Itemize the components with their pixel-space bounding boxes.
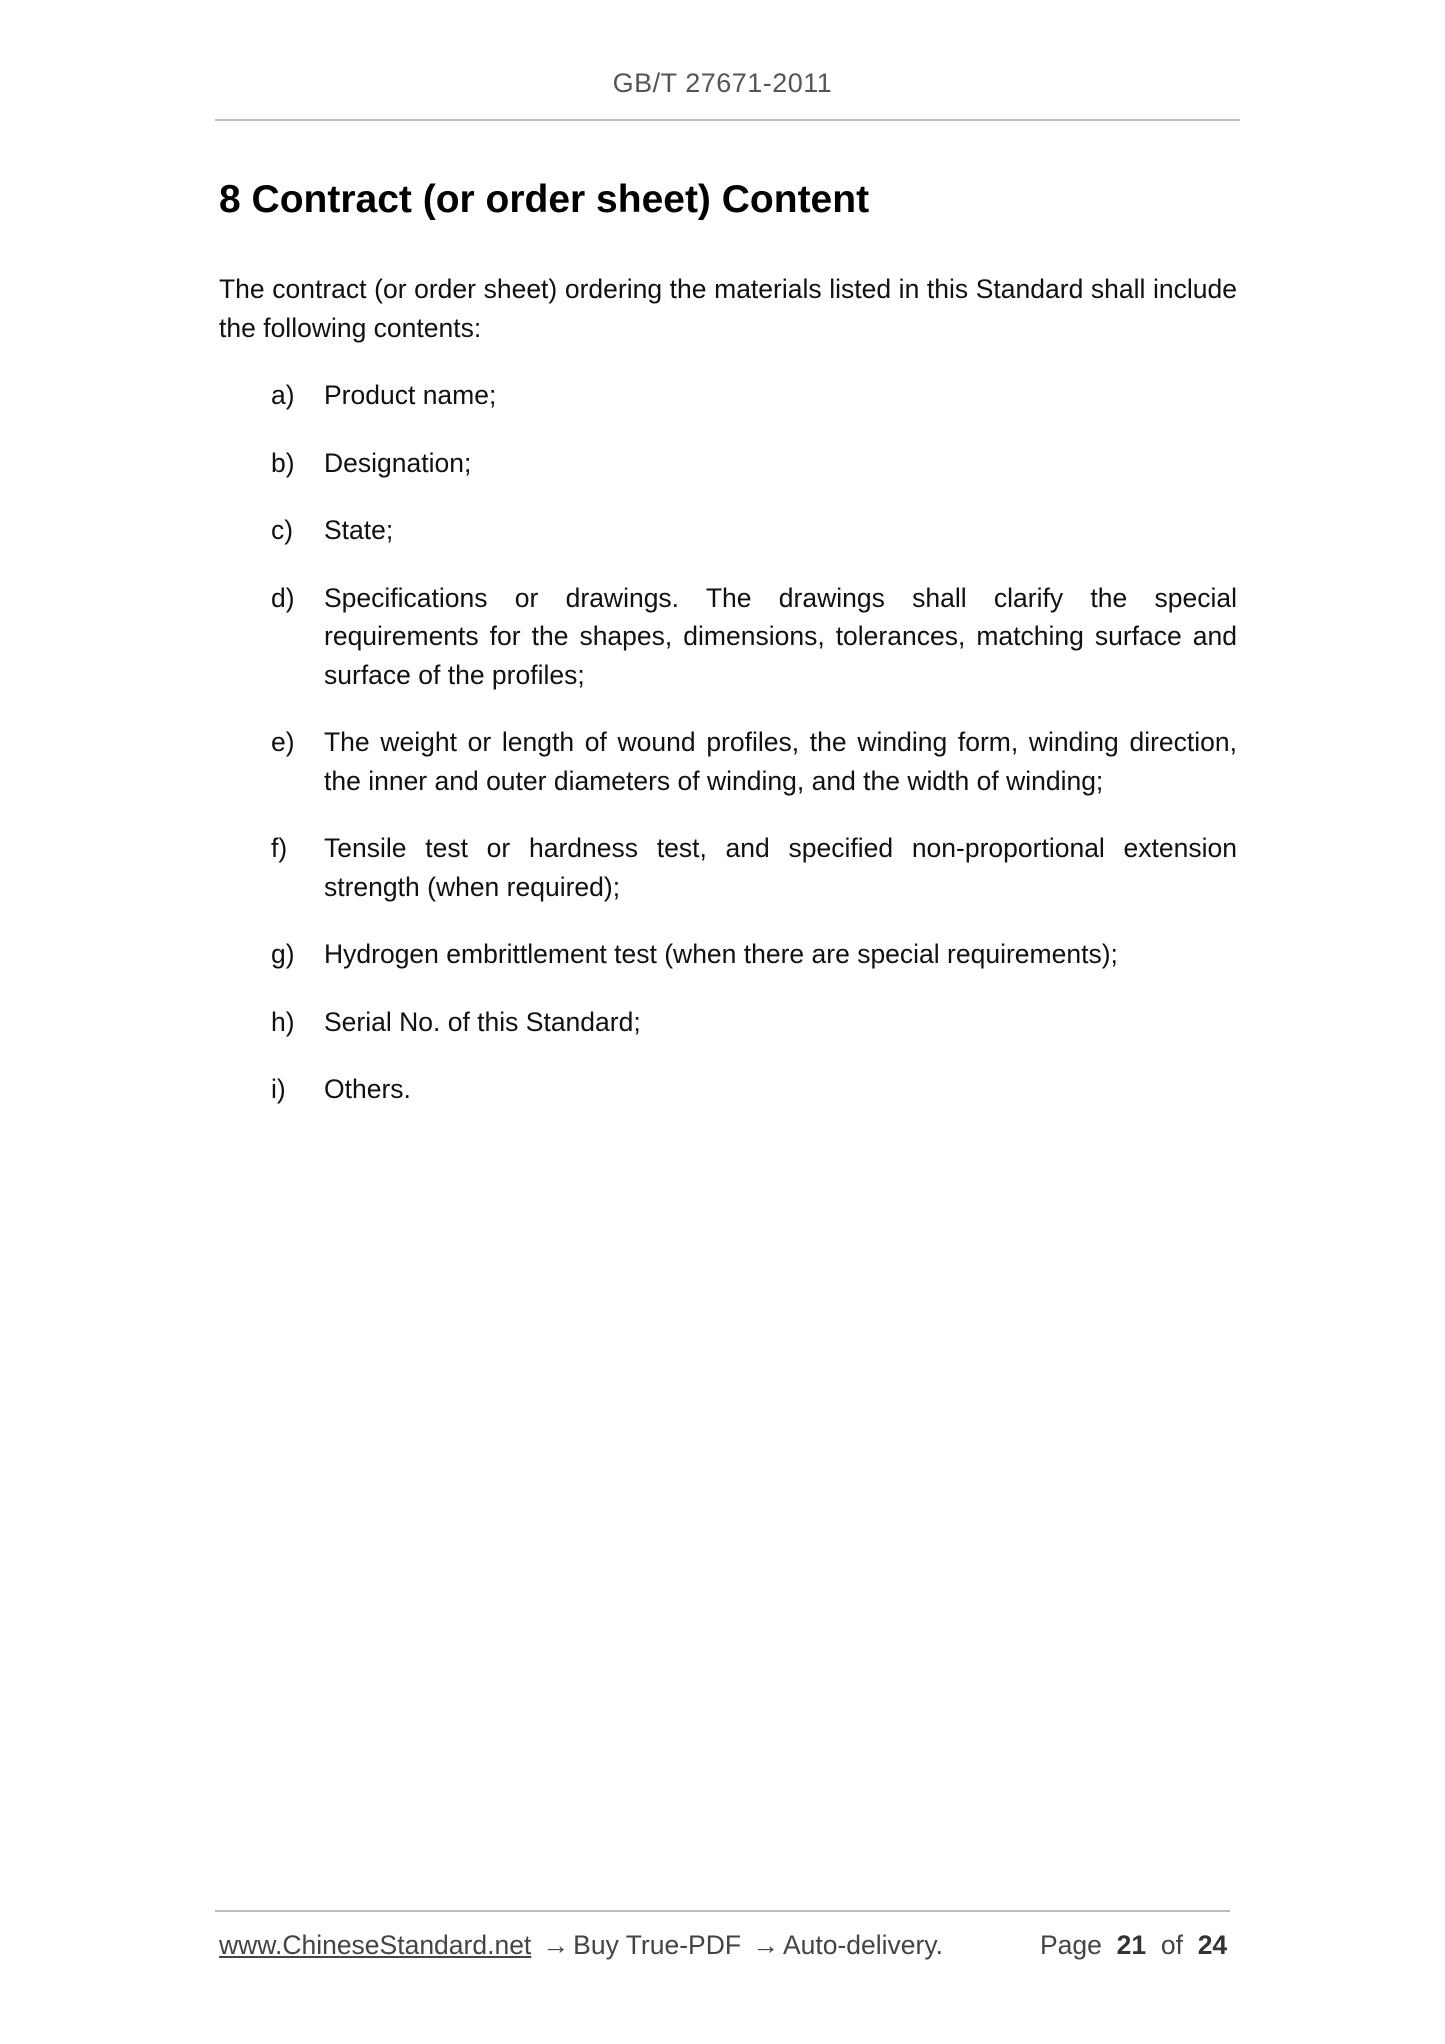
list-item-a (270, 376, 1237, 415)
list-item-h (270, 1003, 1237, 1042)
list-item-text: Specifications or drawings. The drawings shall clarify the special requirements for the shapes, dimensions, tolerances, matching surface and surface of the profiles; (324, 582, 1237, 690)
page-label: Page (1040, 1930, 1102, 1960)
list-item-b (270, 444, 1237, 483)
section-intro-paragraph: The contract (or order sheet) ordering the materials listed in this Standard shall include the following contents: (219, 274, 1237, 343)
list-marker: e) (271, 727, 295, 757)
list-item-text: The weight or length of wound profiles, the winding form, winding direction, the inner and outer diameters of winding, and the width of winding; (324, 727, 1237, 796)
list-marker: d) (271, 582, 295, 613)
list-item-text: Serial No. of this Standard; (324, 1006, 641, 1037)
footer-divider (215, 1910, 1230, 1912)
buy-true-pdf-text: Buy True-PDF (573, 1930, 742, 1960)
list-marker: b) (271, 447, 295, 478)
list-marker: f) (271, 833, 288, 863)
list-item-text: Product name; (324, 380, 497, 410)
list-item-d (270, 579, 1237, 695)
site-link[interactable]: www.ChineseStandard.net (219, 1930, 532, 1960)
list-item-text: Hydrogen embrittlement test (when there are special requirements); (324, 939, 1118, 969)
page-of-label: of (1160, 1930, 1183, 1960)
list-marker: g) (271, 939, 295, 969)
contract-contents-list (270, 376, 1237, 1138)
list-marker: i) (271, 1074, 286, 1104)
list-marker: a) (271, 380, 295, 410)
list-item-text: Others. (324, 1074, 411, 1104)
list-item-text: Tensile test or hardness test, and specified non-proportional extension strength (when required); (324, 833, 1237, 902)
list-item-f (270, 829, 1237, 906)
auto-delivery-text: Auto-delivery. (782, 1930, 943, 1960)
header-divider (215, 119, 1240, 121)
list-marker: h) (271, 1006, 295, 1037)
total-page-number: 24 (1197, 1930, 1228, 1960)
list-item-i (270, 1070, 1237, 1109)
document-header-code: GB/T 27671-2011 (612, 68, 833, 98)
current-page-number: 21 (1116, 1930, 1147, 1960)
arrow-right-icon: → (542, 1930, 570, 1960)
list-item-g (270, 935, 1237, 974)
list-item-text: State; (324, 515, 394, 545)
list-item-e (270, 723, 1237, 800)
page-indicator (1040, 1930, 1227, 1961)
list-item-text: Designation; (324, 447, 472, 478)
arrow-right-icon: → (752, 1930, 779, 1960)
footer-promo (219, 1930, 943, 1961)
section-heading: 8 Contract (or order sheet) Content (219, 178, 870, 221)
list-marker: c) (271, 515, 294, 545)
list-item-c (270, 511, 1237, 550)
